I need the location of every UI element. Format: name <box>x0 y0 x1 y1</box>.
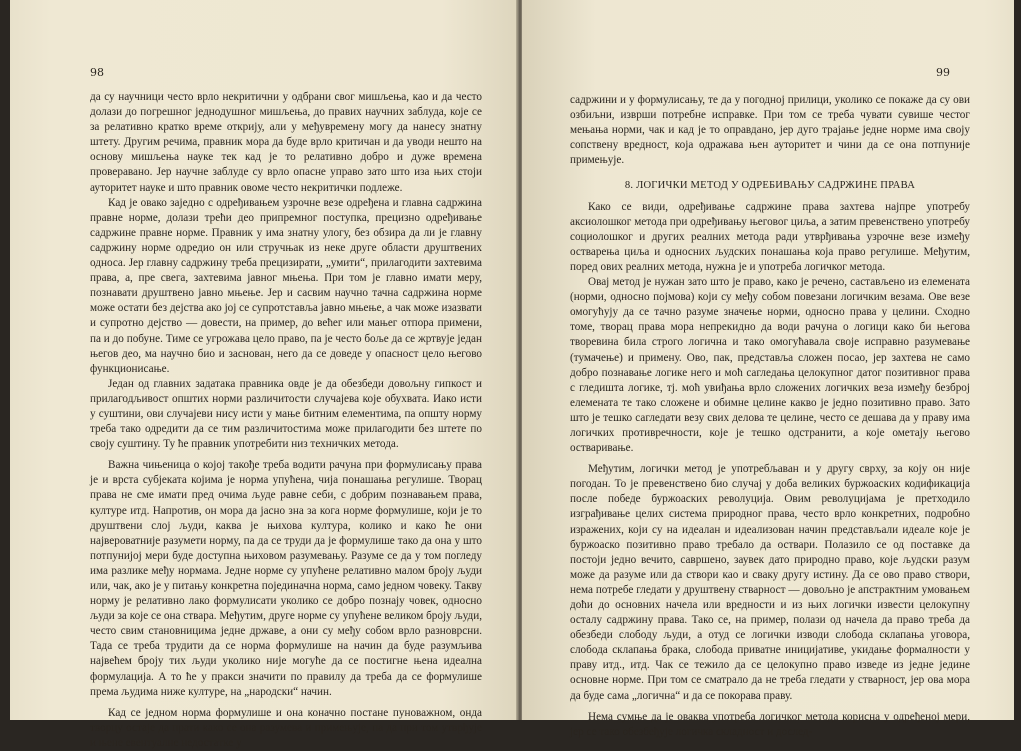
paragraph: Како се види, одређивање садржине права захтева најпре употребу аксиолошког метода при одређивању његовог циља, а затим превенствено употребу социолошког и других реалних метода ради утврђивања узрочне везе између остварења циља и односних људских понашања која право регулише. Међутим, поред ових реалних метода, нужна је и употреба логичког метода. <box>570 200 970 273</box>
paragraph: Кад се једном норма формулише и она коначно постане пуноважном, онда творцу остаје да прати како се она разумева и примењује, па да при том утврђује и њене евентуалне недостатке у <box>90 706 482 749</box>
section-heading: 8. ЛОГИЧКИ МЕТОД У ОДРЕБИВАЊУ САДРЖИНЕ ПРАВА <box>624 180 916 192</box>
right-page-text <box>570 93 970 740</box>
paragraph: садржини и у формулисању, те да у погодној прилици, уколико се покаже да су ови озбиљни, изврши потребне исправке. При том се треба чувати сувише честог мењања норми, чак и кад је то оправдано, јер дуго трајање једне норме има своју сопствену вредност, која одражава њен ауторитет и чини да се она потпуније примењује. <box>570 94 970 167</box>
paragraph: Међутим, логички метод је употребљаван и у другу сврху, за коју он није погодан. То је превенствено био случај у доба великих буржоаских кодификација после победе буржоаских револуција. Овим револуцијама је претходило изграђивање целих система природног права, често врло конкретних, подробно изражених, који су на идеалан и идеализован начин представљали идеале које је буржоаско позитивно право требало да оствари. Полазило се од поставке да постоји једно вечито, савршено, заувек дато природно право, које људски разум може да разуме или да створи као и сваку другу истину. Да се ово право створи, нема потребе гледати у друштвену стварност — довољно је апстрактним умовањем доћи до основних начела или вредности и из њих логички извести целокупну осталу садржину права. Тако се, на пример, полази од начела да право треба да обезбеди слободу људи, а отуд се логички изводи слобода склапања уговора, слобода склапања брака, слобода приватне иницијативе, укидање формалности у праву итд., итд. Чак се тежило да се целокупно право изведе из једне једине основне норме. При том се сматрало да не треба гледати у стварност, јер ова мора да буде сама „логична“ и да се покорава праву. <box>570 463 970 702</box>
paragraph: Нема сумње да је оваква употреба логичког метода корисна у одређеној мери, јер се тако обезбеђује логичка складност и дослед- <box>570 710 970 738</box>
left-page <box>10 0 518 749</box>
paragraph: да су научници често врло некритични у одбрани свог мишљења, као и да често долази до погрешног једнодушног мишљења, до правих научних заблуда, које се за релативно кратко време открију, али у међувремену могу да нанесу знатну штету. Другим речима, правник мора да буде врло критичан и да уводи нешто на основу мишљења науке тек кад је то релативно добро и дуже времена проверавано. Јер научне заблуде су врло опасне управо зато што иза њих стоји ауторитет науке и што правник овоме често некритички подлеже. <box>90 91 482 194</box>
paragraph: Важна чињеница о којој такође треба водити рачуна при формулисању права је и врста субјеката којима је норма упућена, чија понашања регулише. Творац права не сме имати пред очима људе равне себи, с добрим познавањем права, културе итд. Напротив, он мора да јасно зна за кога норме формулише, који је то друштвени слој људи, каква је њихова култура, колико и како ће они највероватније разумети норму, па да се труди да је формулише тако да она у што потпунијој мери буде доступна њиховом разумевању. Разуме се да у том погледу има разлике међу нормама. Једне норме су упућене релативно малом броју људи или, чак, ако је у питању конкретна појединачна норма, само једном човеку. Такву норму је релативно лако формулисати уколико се добро познају човек, односно људи за које се она ствара. Међутим, друге норме су упућене великом броју људи, често свим становницима једне државе, а они су међу собом врло разноврсни. Тада се треба трудити да се норма формулише на начин да буде разумљива највећем броју тих људи уколико није могуће да се постигне њена идеална формулација. А то ће у пракси значити по правилу да треба да се формулише према људима ниже културе, на „народски“ начин. <box>90 459 483 698</box>
paragraph: Кад је овако заједно с одређивањем узрочне везе одређена и главна садржина правне норме, долази трећи део припремног поступка, прецизно одређивање садржине правне норме. Правник у има знатну улогу, без обзира да ли је главну садржину норме одредио он или стручњак из неке друге области друштвених односа. Јер главну садржину треба прецизирати, „умити“, прилагодити захтевима права, а, пре свега, захтевима јавног мњења. При том је главно имати меру, познавати друштвено јавно мњење. Јер и сасвим научно тачна садржина норме може остати без дејства ако јој се супротставља јавно мњење, а чак може изазвати и супротно дејство — довести, на пример, до већег или мањег отпора примени, па и до побуне. Тиме се угрожава цело право, па је често боље да се жртвује један његов део, ма научно био и заснован, него да се доведе у опасност цело његово функционисање. <box>90 196 482 375</box>
page-number-right: 99 <box>936 66 950 79</box>
left-page-text <box>90 90 482 751</box>
paragraph: Један од главних задатака правника овде је да обезбеди довољну гипкост и прилагодљивост општих норми различитости случајева које обухвата. Иако исти у суштини, ови случајеви нису исти у мање битним елементима, па општу норму треба тако одредити да се тим различитостима може прилагодити без штете по своју суштину. Ту ће правник употребити низ техничких метода. <box>90 377 482 451</box>
page-number-left: 98 <box>90 66 104 79</box>
paragraph: Овај метод је нужан зато што је право, како је речено, састављено из елемената (норми, односно појмова) који су међу собом повезани логичким везама. Ове везе омогућују да се тачно разуме значење норми, односно права у целини. Сходно томе, творац права мора непрекидно да води рачуна о логици како би његова творевина била строго логична и тако омогућавала своје исправно разумевање (тумачење) и примену. Ово, пак, представља сложен посао, јер захтева не само добро познавање логике него и моћ сагледања целокупног датог позитивног права с гледишта логике, тј. моћ увиђања врло сложених логичких веза између безброј елемената те тако сложене и обимне целине какво је једно позитивно право. Зато што је тешко сагледати везу свих делова те целине, често се дешава да у праву има логичких противречности, које је тешко одстранити, а које ометају његово остваривање. <box>570 276 970 455</box>
right-page <box>522 0 1014 738</box>
